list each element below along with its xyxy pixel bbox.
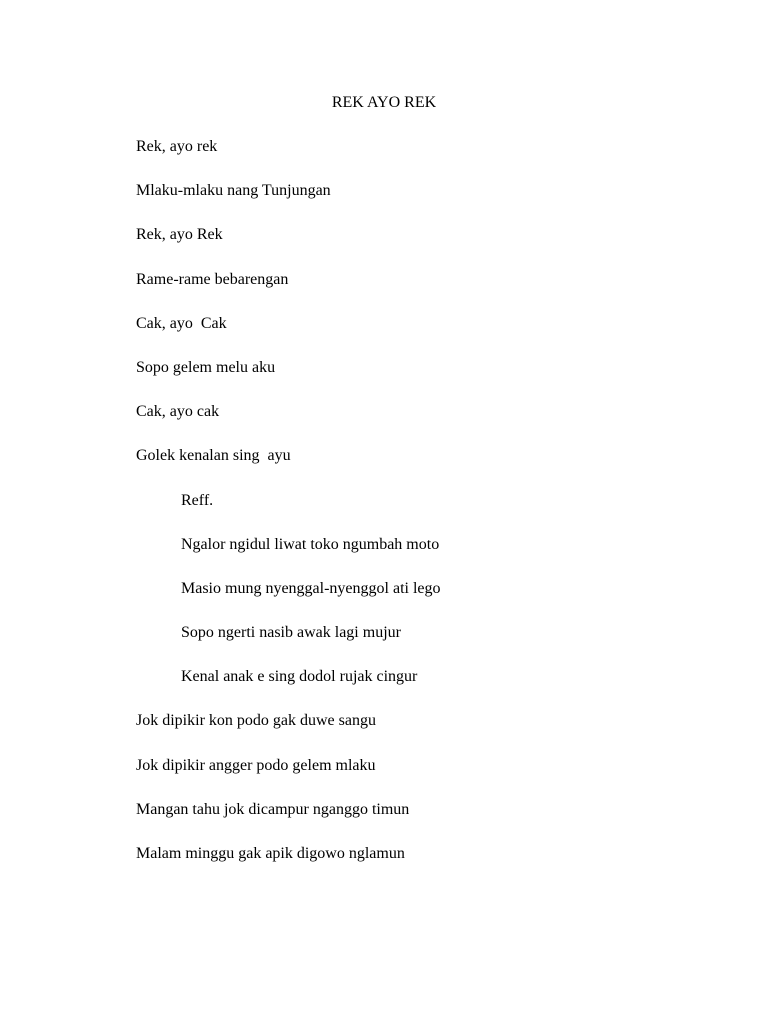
lyric-line: Jok dipikir angger podo gelem mlaku: [136, 756, 376, 774]
document-title: REK AYO REK: [331, 94, 437, 111]
lyric-line: Malam minggu gak apik digowo nglamun: [136, 845, 405, 862]
lyric-line: Rame-rame bebarengan: [136, 270, 289, 288]
lyric-line: Cak, ayo cak: [136, 403, 220, 421]
lyric-line: Mlaku-mlaku nang Tunjungan: [136, 182, 331, 200]
refrain-line: Masio mung nyenggal-nyenggol ati lego: [181, 579, 441, 597]
lyric-line: Mangan tahu jok dicampur nganggo timun: [136, 800, 410, 818]
refrain-line: Kenal anak e sing dodol rujak cingur: [181, 668, 418, 686]
lyric-line: Cak, ayo Cak: [136, 314, 227, 332]
lyrics-lines: [136, 137, 441, 888]
refrain-line: Sopo ngerti nasib awak lagi mujur: [181, 624, 401, 642]
refrain-line: Ngalor ngidul liwat toko ngumbah moto: [181, 535, 440, 553]
lyric-line: Rek, ayo Rek: [136, 226, 223, 244]
lyric-line: Jok dipikir kon podo gak duwe sangu: [136, 712, 376, 730]
lyric-line: Rek, ayo rek: [136, 138, 218, 155]
lyric-line: Sopo gelem melu aku: [136, 358, 276, 376]
lyric-line: Golek kenalan sing ayu: [136, 447, 291, 465]
refrain-label: Reff.: [181, 491, 214, 509]
